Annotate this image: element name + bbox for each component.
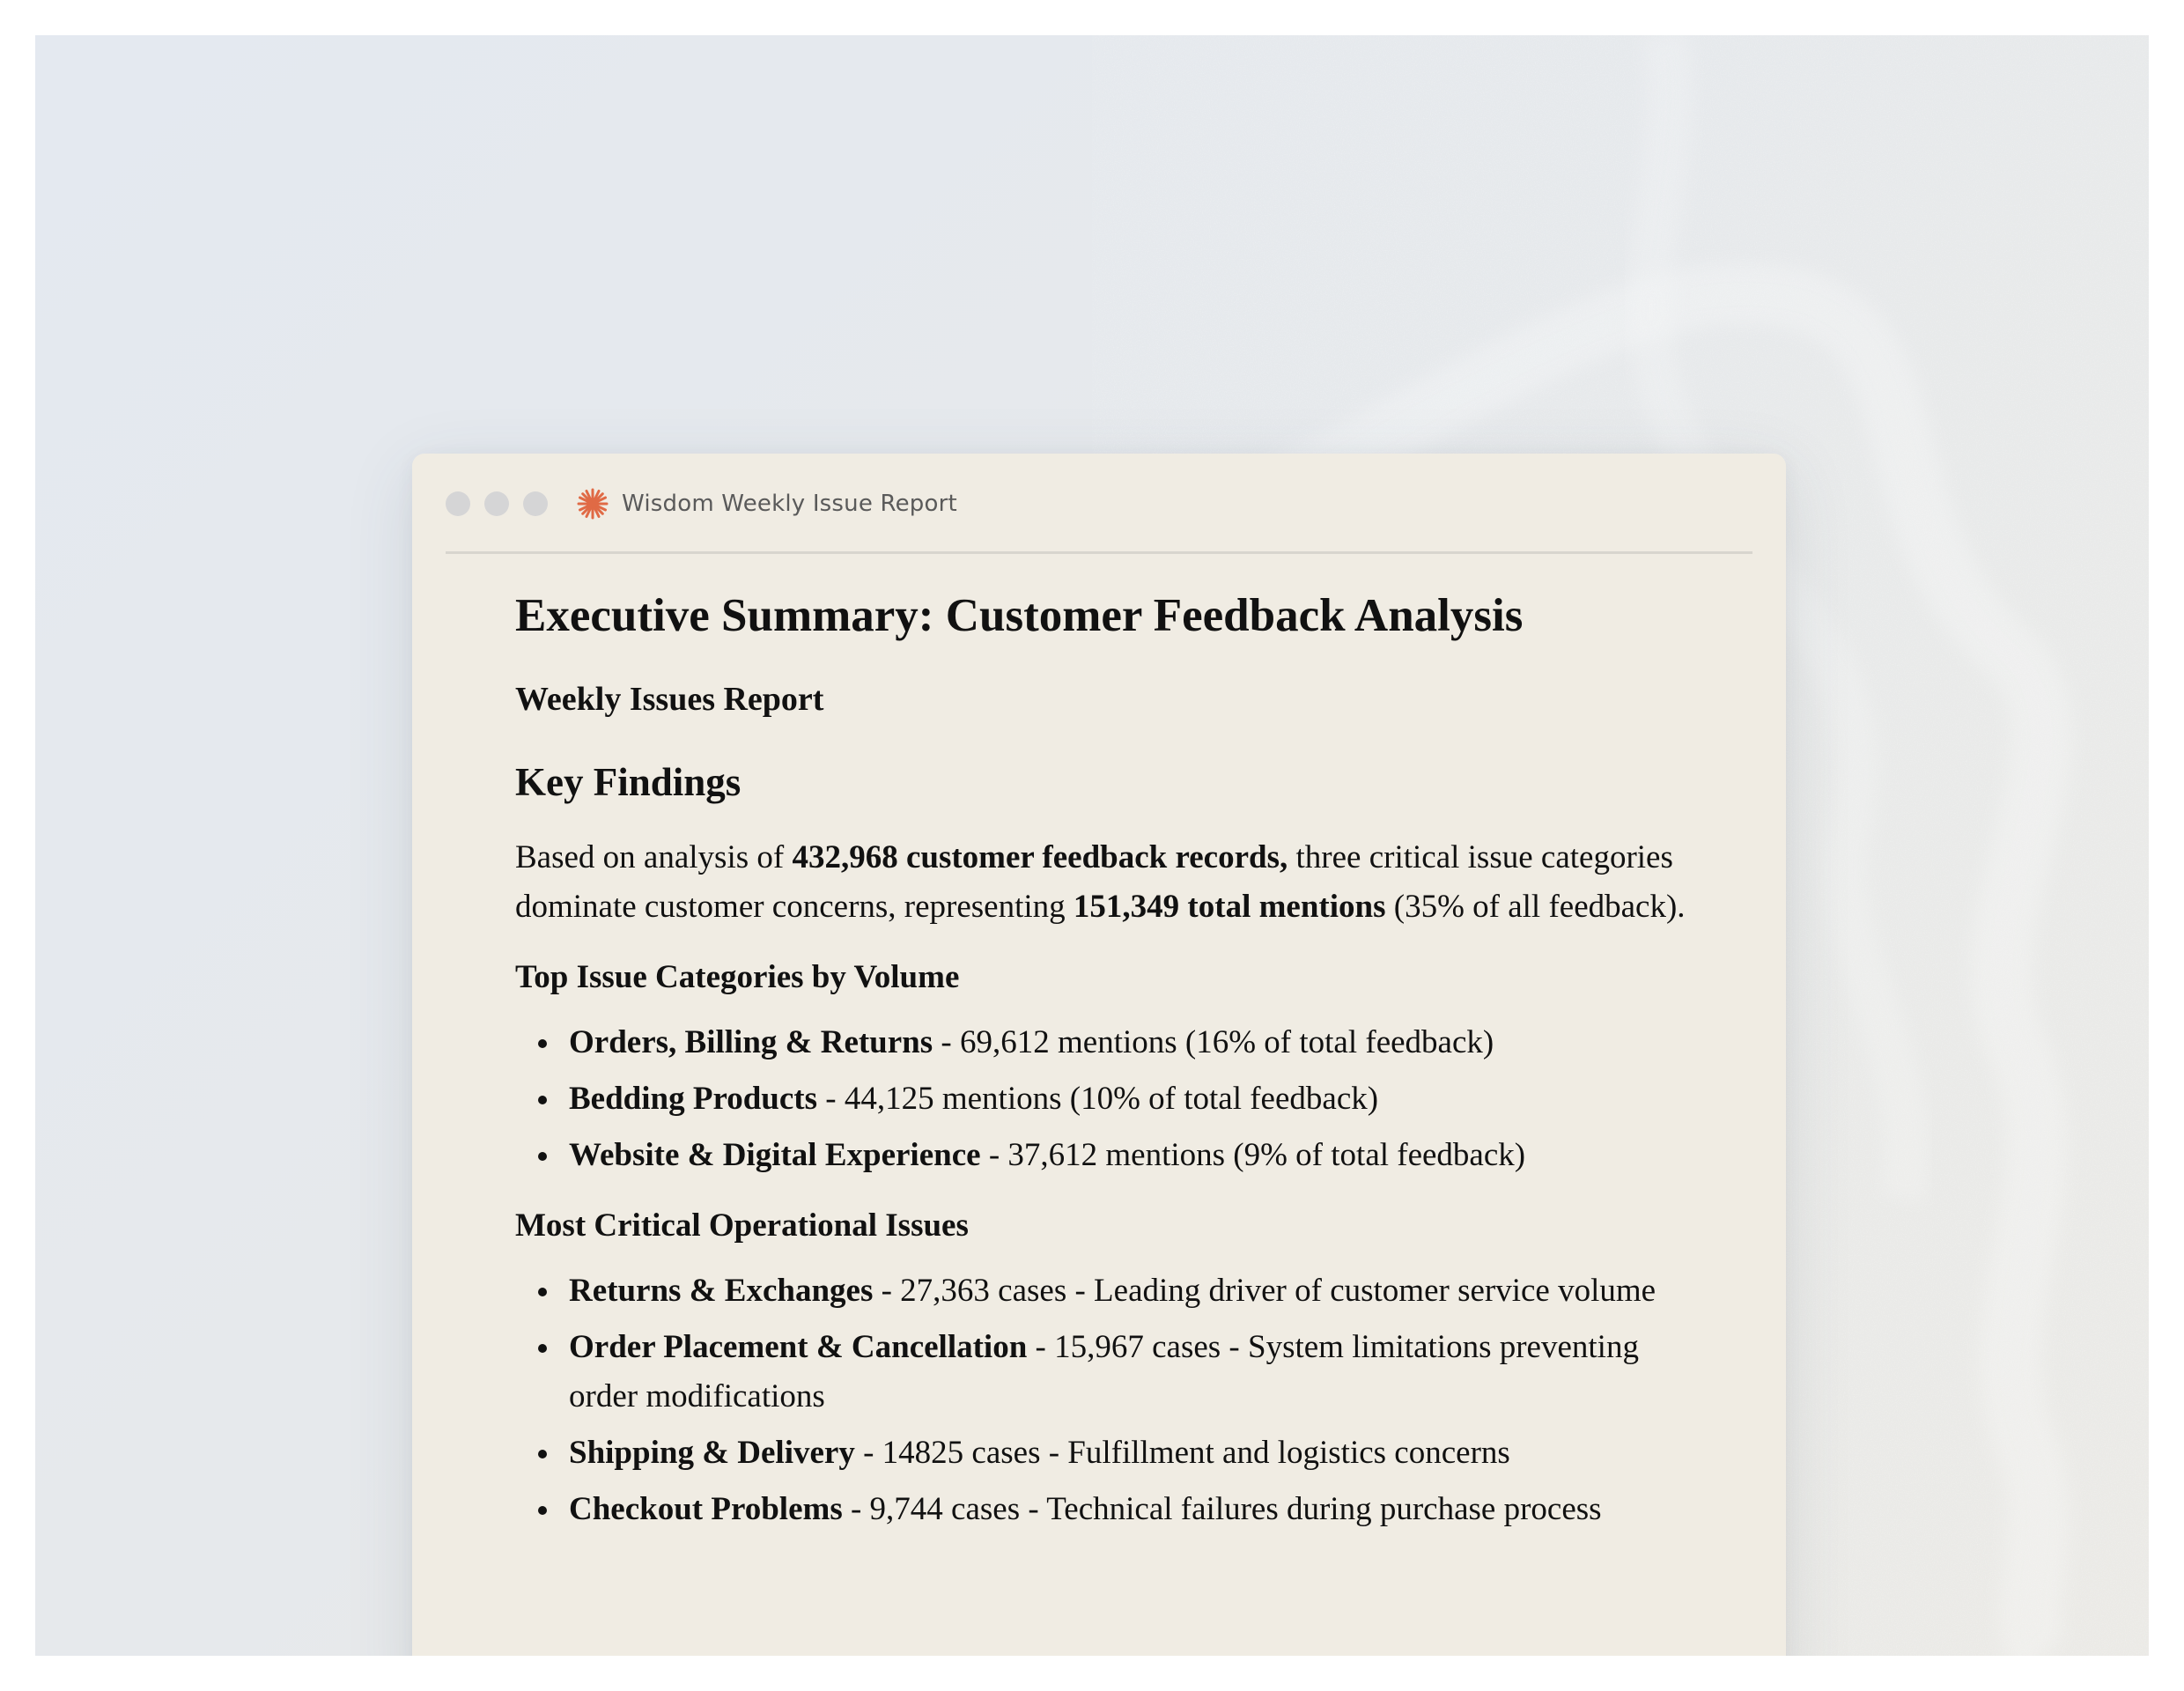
close-window-button[interactable] [446,491,470,516]
issue-name: Checkout Problems [569,1490,843,1527]
issue-detail: - 9,744 cases - Technical failures during purchase process [842,1490,1602,1527]
list-item [569,1131,1695,1180]
feedback-records-count: 432,968 customer feedback records, [792,838,1288,875]
issue-name: Order Placement & Cancellation [569,1328,1028,1365]
intro-text: three critical issue categories dominate customer concerns, representing [515,838,1673,925]
window-title: Wisdom Weekly Issue Report [622,491,957,517]
report-document [515,586,1695,1541]
category-name: Orders, Billing & Returns [569,1023,933,1060]
list-item [569,1323,1695,1421]
list-item [569,1018,1695,1067]
list-item [569,1266,1695,1316]
app-window [412,454,1786,1656]
category-detail: - 69,612 mentions (16% of total feedback) [933,1023,1494,1060]
report-title: Executive Summary: Customer Feedback Analysis [515,590,1524,641]
desktop-background [35,35,2149,1656]
window-controls [446,491,548,516]
top-categories-list [515,1018,1695,1180]
maximize-window-button[interactable] [523,491,548,516]
category-detail: - 37,612 mentions (9% of total feedback) [980,1136,1526,1173]
window-titlebar [412,454,1786,556]
issue-detail: - 27,363 cases - Leading driver of customer service volume [873,1272,1656,1309]
issue-detail: - 15,967 cases - System limitations preventing order modifications [569,1328,1639,1414]
minimize-window-button[interactable] [484,491,509,516]
category-name: Website & Digital Experience [569,1136,981,1173]
issue-name: Returns & Exchanges [569,1272,874,1309]
orange-asterisk-icon [576,487,609,521]
category-name: Bedding Products [569,1080,818,1117]
critical-issues-list [515,1266,1695,1534]
key-findings-paragraph [515,833,1695,932]
total-mentions-count: 151,349 total mentions [1073,888,1386,925]
intro-text: (35% of all feedback). [1385,888,1686,925]
list-item [569,1074,1695,1124]
category-detail: - 44,125 mentions (10% of total feedback) [817,1080,1379,1117]
titlebar-divider [446,551,1752,554]
list-item [569,1429,1695,1478]
key-findings-heading: Key Findings [515,760,742,805]
issue-name: Shipping & Delivery [569,1434,855,1471]
list-item [569,1485,1695,1534]
intro-text: Based on analysis of [515,838,793,875]
critical-issues-heading: Most Critical Operational Issues [515,1207,969,1244]
top-categories-heading: Top Issue Categories by Volume [515,958,960,995]
issue-detail: - 14825 cases - Fulfillment and logistics concerns [854,1434,1510,1471]
report-subtitle: Weekly Issues Report [515,680,824,718]
